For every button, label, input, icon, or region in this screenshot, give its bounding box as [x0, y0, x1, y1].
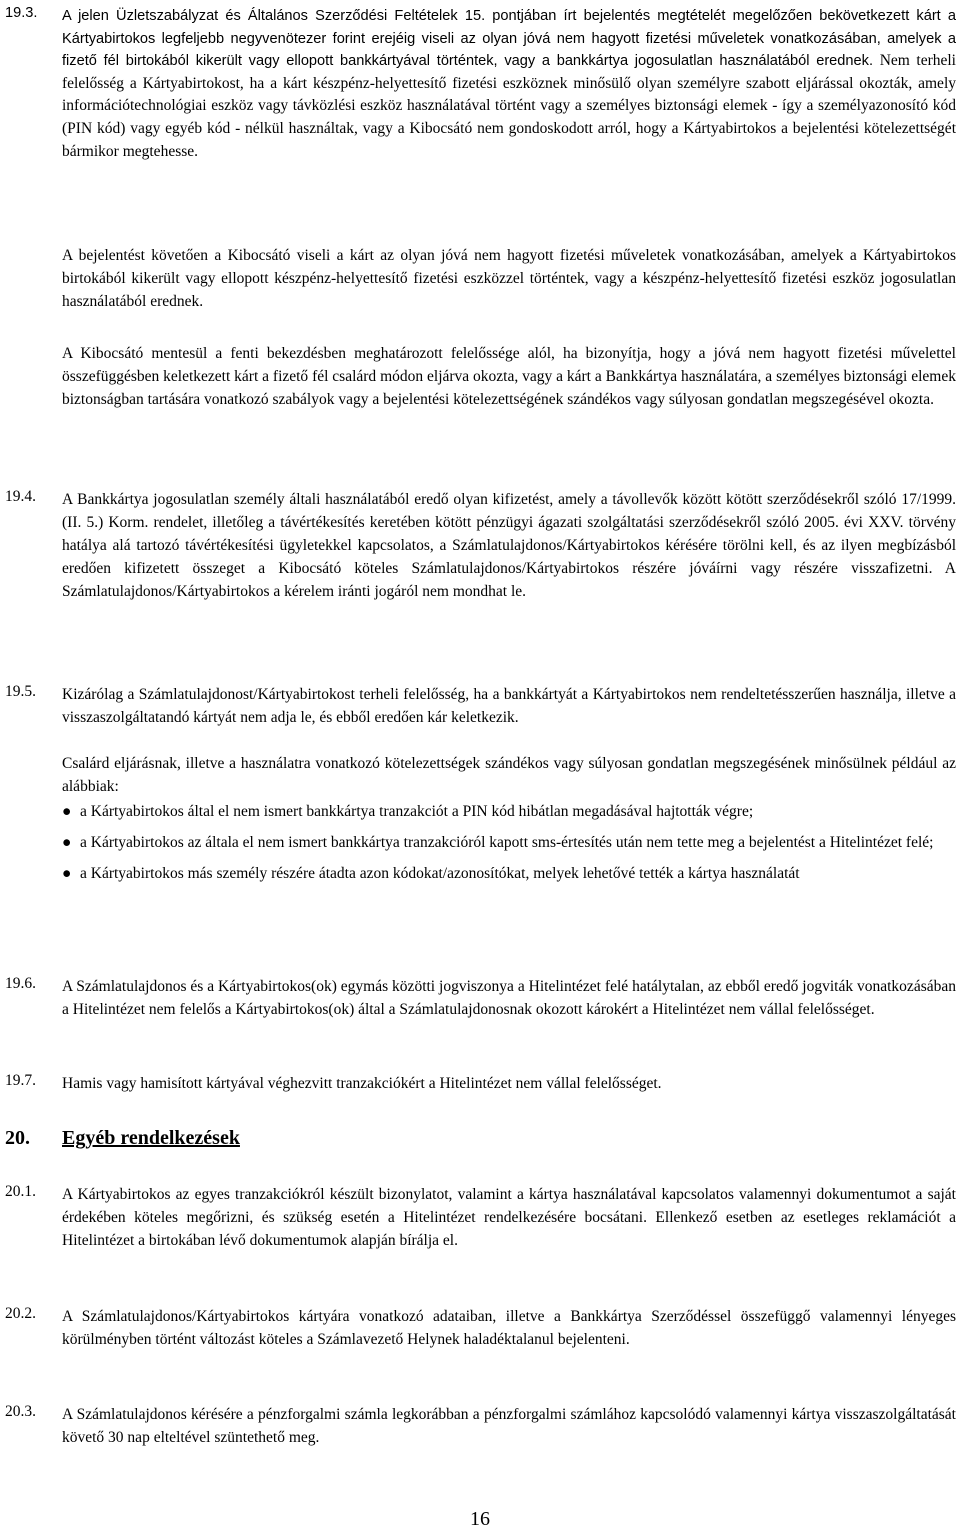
section-19-5-bullet-list: [62, 800, 956, 893]
bullet-text: a Kártyabirtokos által el nem ismert bankkártya tranzakciót a PIN kód hibátlan megadásával hajtották végre;: [80, 803, 754, 820]
section-number-20-3: 20.3.: [5, 1403, 36, 1420]
section-19-6-paragraph: A Számlatulajdonos és a Kártyabirtokos(ok) egymás közötti jogviszonya a Hitelintézet felé hatálytalan, az ebből eredő jogviták vonatkozásában a Hitelintézet nem felelős a Kártyabirtokos(ok) által a Számlatulajdonosnak okozott károkért a Hitelintézet nem vállal felelősséget.: [62, 978, 956, 1018]
heading-number: 20.: [5, 1127, 30, 1149]
section-19-3-paragraph-2: A bejelentést követően a Kibocsátó viseli a kárt az olyan jóvá nem hagyott fizetési műveletek vonatkozásában, amelyek a Kártyabirtokos birtokából kikerült vagy ellopott készpénz-helyettesítő fizetési eszközzel történtek, vagy a készpénz-helyettesítő fizetési eszköz jogosulatlan használatából erednek.: [62, 247, 956, 310]
section-19-4-paragraph: A Bankkártya jogosulatlan személy általi használatából eredő olyan kifizetést, amely a távollevők között kötött szerződésekről szóló 17/1999. (II. 5.) Korm. rendelet, illetőleg a távértékesítés keretében kötött pénzügyi ágazati szolgáltatási szerződésekről szóló 2005. évi XXV. törvény hatálya alá tartozó távértékesítési ügyletekkel kapcsolatos, a Számlatulajdonos/Kártyabirtokos kérésére törölni kell, és az ilyen megbízásból eredően kifizetett összeget a Kibocsátó köteles Számlatulajdonos/Kártyabirtokos részére jóváírni vagy részére visszafizetni. A Számlatulajdonos/Kártyabirtokos a kérelem iránti jogáról nem mondhat le.: [62, 491, 956, 600]
section-20-2-paragraph: A Számlatulajdonos/Kártyabirtokos kártyára vonatkozó adataiban, illetve a Bankkártya Szerződéssel összefüggő valamennyi lényeges körülményben történt változást köteles a Számlavezető Helynek haladéktalanul bejelenteni.: [62, 1308, 956, 1348]
bullet-text: a Kártyabirtokos az általa el nem ismert bankkártya tranzakcióról kapott sms-értesítés után nem tette meg a bejelentést a Hitelintézet felé;: [80, 834, 934, 851]
list-item: [62, 831, 956, 854]
section-19-7-paragraph: Hamis vagy hamisított kártyával véghezvitt tranzakciókért a Hitelintézet nem vállal felelősséget.: [62, 1075, 662, 1092]
list-item: [62, 862, 956, 885]
section-19-5-paragraph-1: Kizárólag a Számlatulajdonost/Kártyabirtokost terheli felelősség, ha a bankkártyát a Kártyabirtokos nem rendeltetésszerűen használja, illetve a visszaszolgáltatandó kártyát nem adja le, és ebből eredően kár keletkezik.: [62, 686, 956, 726]
section-number-19-4: 19.4.: [5, 488, 36, 505]
section-number-19-3: 19.3.: [5, 5, 38, 21]
section-20-1-paragraph: A Kártyabirtokos az egyes tranzakciókról készült bizonylatot, valamint a kártya használatával kapcsolatos valamennyi dokumentumot a saját érdekében köteles megőrizni, és szükség esetén a Hitelintézet rendelkezésére bocsátani. Ellenkező esetben az esetleges reklamációt a Hitelintézet a birtokában lévő dokumentumok alapján bírálja el.: [62, 1186, 956, 1249]
section-number-19-6: 19.6.: [5, 975, 36, 992]
section-number-19-5: 19.5.: [5, 683, 36, 700]
section-number-19-7: 19.7.: [5, 1072, 36, 1089]
section-19-3-paragraph-1: [62, 5, 956, 163]
heading-title: Egyéb rendelkezések: [62, 1127, 240, 1149]
section-20-3-paragraph: A Számlatulajdonos kérésére a pénzforgalmi számla legkorábban a pénzforgalmi számlához kapcsolódó valamennyi kártya visszaszolgáltatását követő 30 nap elteltével szüntethető meg.: [62, 1406, 956, 1446]
bullet-icon: ●: [62, 803, 72, 820]
page-number: 16: [470, 1508, 490, 1530]
section-number-20-1: 20.1.: [5, 1183, 36, 1200]
list-item: [62, 800, 956, 823]
section-19-3-text-a: A jelen Üzletszabályzat és Általános Szerződési Feltételek 15. pontjában írt bejelentés megtételét megelőzően bekövetkezett kárt a Kártyabirtokos legfeljebb negyvenötezer forint erejéig viseli az olyan jóvá nem hagyott fizetési műveletek vonatkozásában, amelyek a fizető fél birtokából kikerült vagy ellopott bankkártyával történtek, vagy a bankkártya jogosulatlan használatából erednek.: [62, 8, 956, 70]
section-heading-20: [5, 1127, 240, 1150]
bullet-icon: ●: [62, 834, 72, 851]
section-19-5-paragraph-2: Csalárd eljárásnak, illetve a használatra vonatkozó kötelezettségek szándékos vagy súlyosan gondatlan megszegésének minősülnek például az alábbiak:: [62, 755, 956, 795]
bullet-icon: ●: [62, 865, 72, 882]
section-number-20-2: 20.2.: [5, 1305, 36, 1322]
bullet-text: a Kártyabirtokos más személy részére átadta azon kódokat/azonosítókat, melyek lehetővé tették a kártya használatát: [80, 865, 800, 882]
section-19-3-paragraph-3: A Kibocsátó mentesül a fenti bekezdésben meghatározott felelőssége alól, ha bizonyítja, hogy a jóvá nem hagyott fizetési művelettel összefüggésben keletkezett kárt a fizető fél csalárd módon eljárva okozta, vagy a kárt a Bankkártya használatára, a személyes biztonsági elemek biztonságban tartására vonatkozó szabályok vagy a bejelentési kötelezettségének szándékos vagy súlyosan gondatlan megszegésével okozta.: [62, 345, 956, 408]
section-19-3-text-b: Nem terheli felelősség a Kártyabirtokost, ha a kárt készpénz-helyettesítő fizetési eszköznek minősülő olyan személyre szabott eljárással okozták, amely információtechnológiai eszköz vagy távközlési eszköz használatával történt vagy a személyes biztonsági elemek - így a személyazonosító kód (PIN kód) vagy egyéb kód - nélkül használtak, vagy a Kibocsátó nem gondoskodott arról, hogy a Kártyabirtokos a bejelentési kötelezettségét bármikor megtehesse.: [62, 52, 956, 160]
